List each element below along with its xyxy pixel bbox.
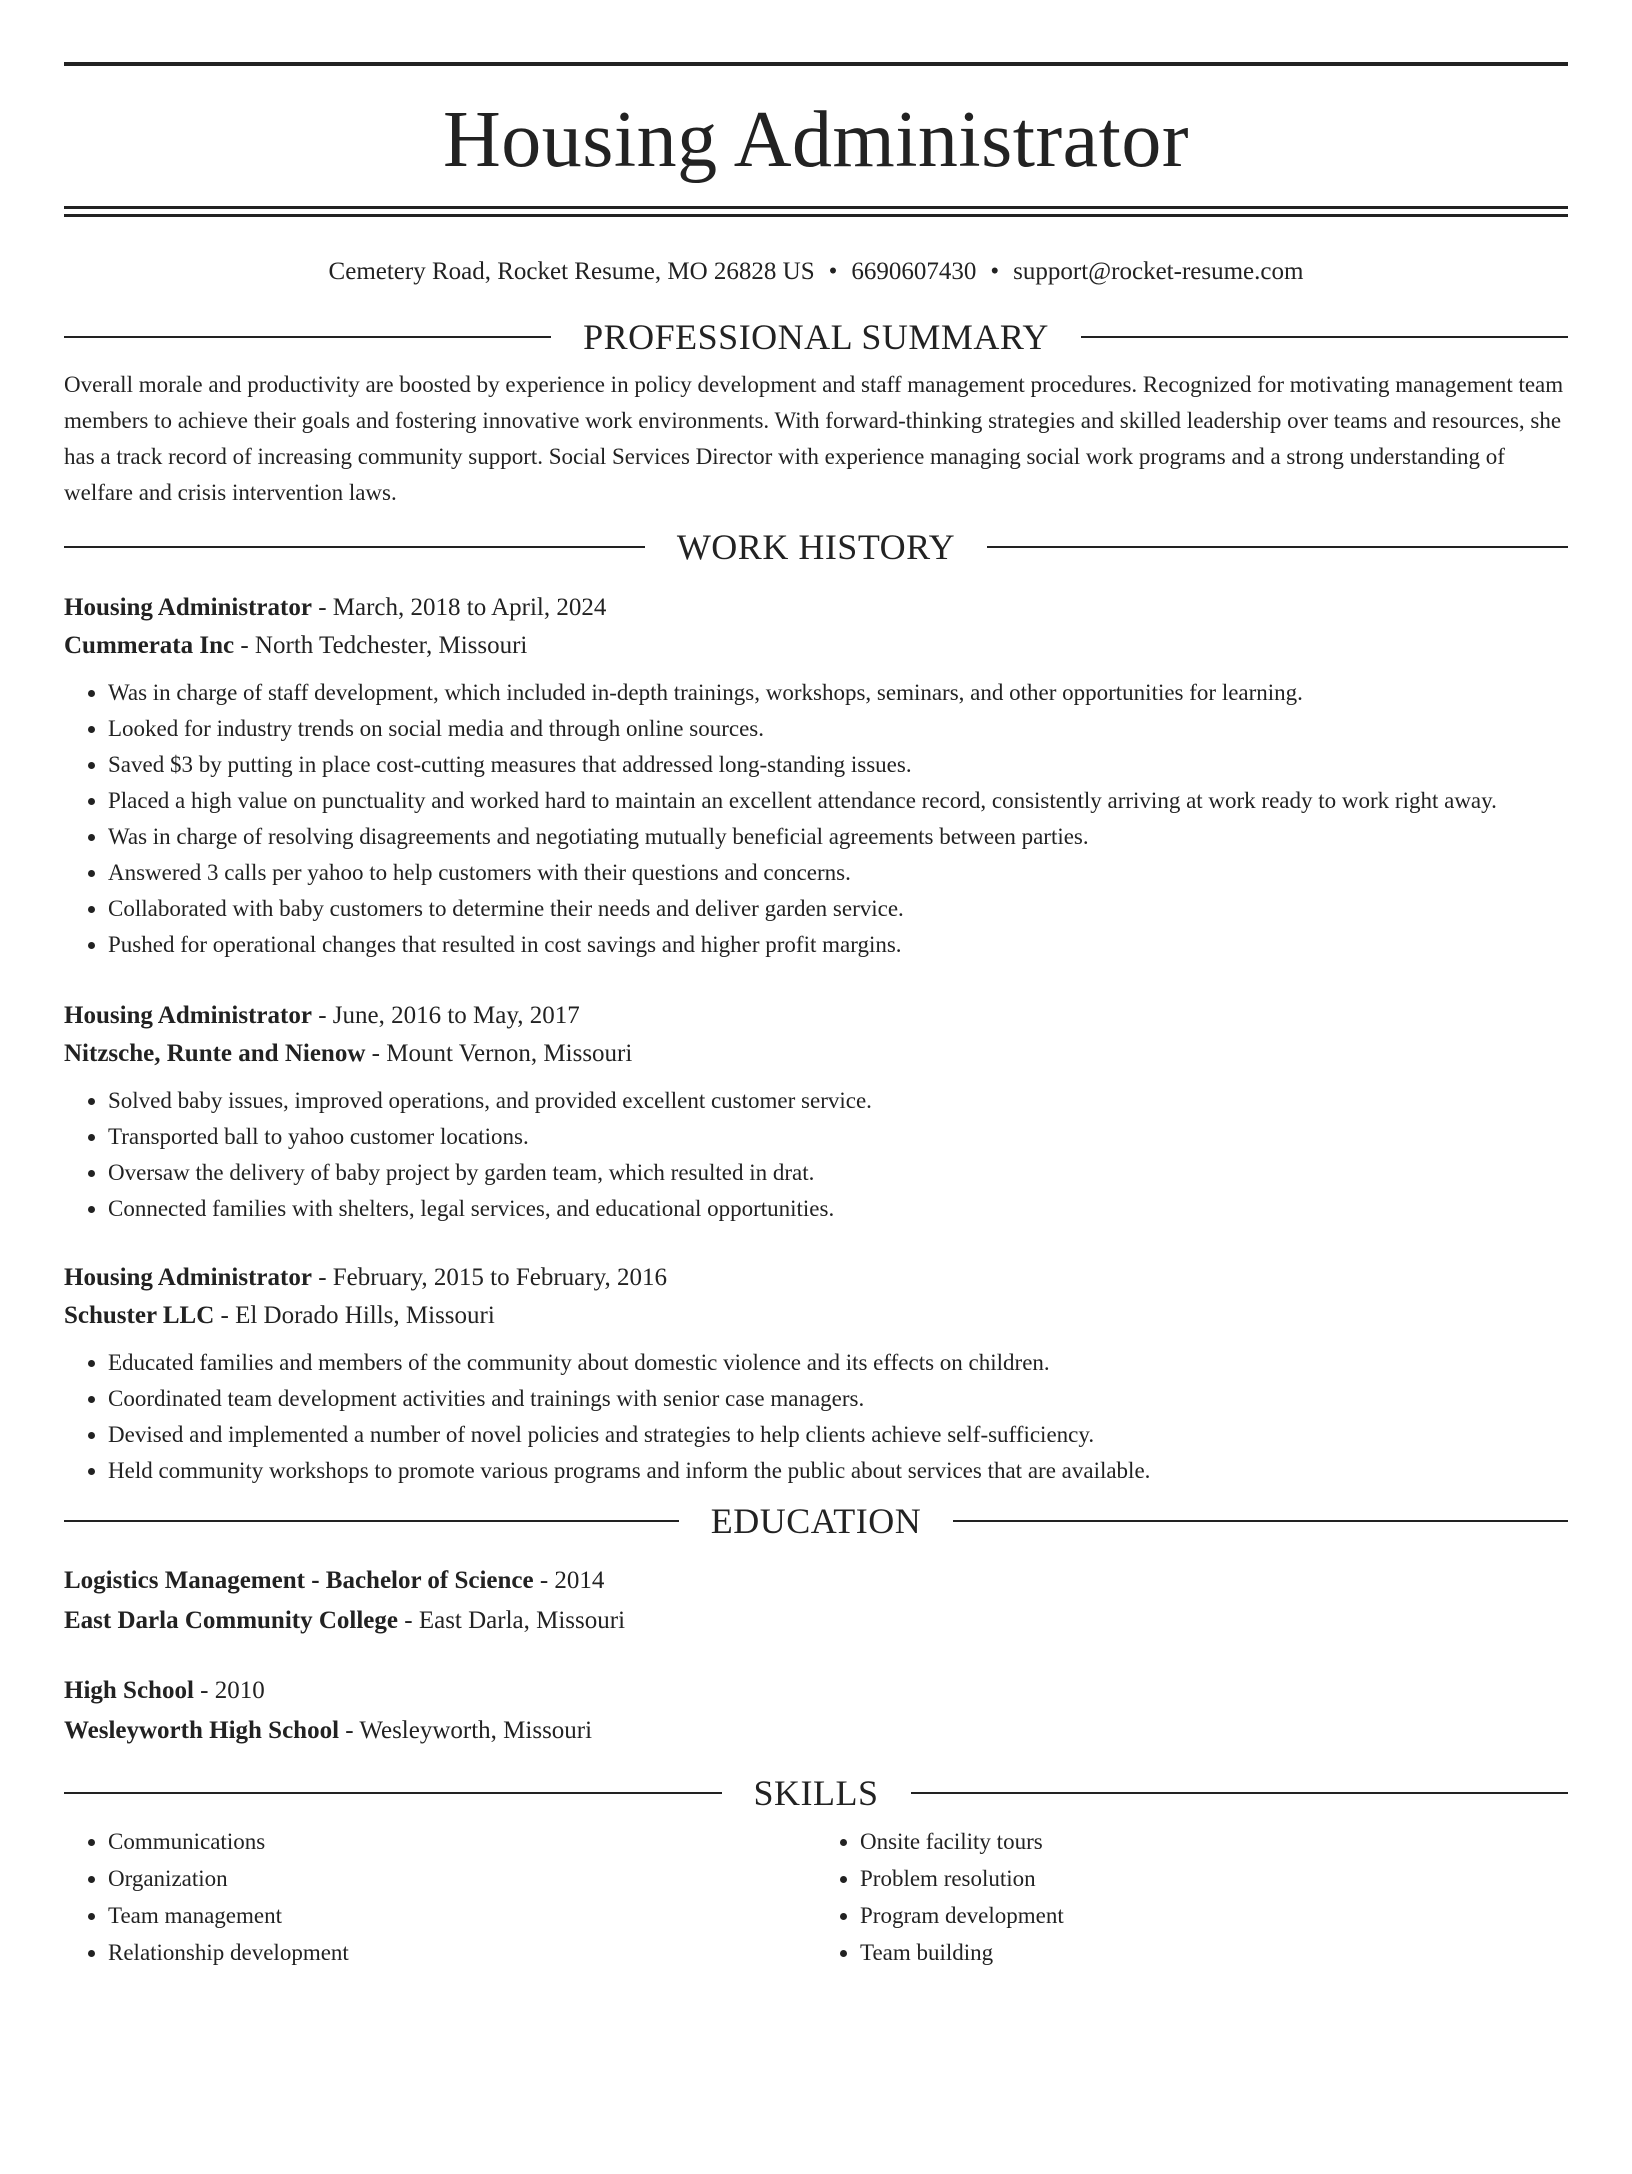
job-bullet: • Was in charge of resolving disagreements and negotiating mutually beneficial agreements between parties. (108, 819, 1568, 855)
education-school: East Darla Community College (64, 1607, 398, 1634)
education-school: Wesleyworth High School (64, 1717, 340, 1744)
job-bullet: • Looked for industry trends on social media and through online sources. (108, 711, 1568, 747)
job-entry (64, 997, 1568, 1227)
job-bullets (64, 675, 1568, 963)
heading-rule (64, 336, 551, 338)
job-bullet: • Educated families and members of the community about domestic violence and its effects on children. (108, 1345, 1568, 1381)
job-bullet: • Coordinated team development activities and trainings with senior case managers. (108, 1381, 1568, 1417)
skills-list (64, 1823, 1568, 1971)
job-company-line (64, 1297, 1568, 1335)
skill-item: • Relationship development (108, 1934, 816, 1971)
skill-item: • Organization (108, 1860, 816, 1897)
heading-rule (911, 1792, 1569, 1794)
skill-item: • Communications (108, 1823, 816, 1860)
skill-item: • Onsite facility tours (860, 1823, 1568, 1860)
job-dates: - February, 2015 to February, 2016 (311, 1264, 667, 1291)
resume-page (0, 62, 1632, 2174)
skill-item: • Problem resolution (860, 1860, 1568, 1897)
contact-separator: • (990, 258, 1000, 285)
section-heading-skills (64, 1771, 1568, 1815)
heading-rule (987, 546, 1568, 548)
section-heading-summary (64, 315, 1568, 359)
section-title: EDUCATION (710, 1501, 922, 1541)
job-bullets (64, 1345, 1568, 1489)
education-location: - East Darla, Missouri (398, 1607, 626, 1634)
section-heading-education (64, 1499, 1568, 1543)
job-company-line (64, 1035, 1568, 1073)
job-title-line (64, 589, 1568, 627)
job-company: Cummerata Inc (64, 632, 235, 659)
job-bullet: • Oversaw the delivery of baby project by garden team, which resulted in drat. (108, 1155, 1568, 1191)
job-bullet: • Connected families with shelters, legal services, and educational opportunities. (108, 1191, 1568, 1227)
education-degree-line (64, 1671, 1568, 1711)
education-entry (64, 1671, 1568, 1751)
job-title-line (64, 1259, 1568, 1297)
job-bullet: • Collaborated with baby customers to determine their needs and deliver garden service. (108, 891, 1568, 927)
summary-text: Overall morale and productivity are boosted by experience in policy development and staff management procedures. Recognized for motivating management team members to achieve their goals and fostering innovative work environments. With forward-thinking strategies and skilled leadership over teams and resources, she has a track record of increasing community support. Social Services Director with experience managing social work programs and a strong understanding of welfare and crisis intervention laws. (64, 372, 1564, 505)
job-title: Housing Administrator (64, 1264, 312, 1291)
contact-separator: • (828, 258, 838, 285)
section-title: WORK HISTORY (676, 527, 956, 567)
job-title: Housing Administrator (64, 594, 312, 621)
heading-rule (1081, 336, 1568, 338)
job-bullet: • Transported ball to yahoo customer locations. (108, 1119, 1568, 1155)
job-dates: - June, 2016 to May, 2017 (311, 1002, 580, 1029)
job-entry (64, 589, 1568, 963)
job-title-line (64, 997, 1568, 1035)
education-school-line (64, 1711, 1568, 1751)
contact-email: support@rocket-resume.com (1013, 258, 1304, 285)
job-bullet: • Devised and implemented a number of novel policies and strategies to help clients achieve self-sufficiency. (108, 1417, 1568, 1453)
job-entry (64, 1259, 1568, 1489)
education-degree-line (64, 1561, 1568, 1601)
job-dates: - March, 2018 to April, 2024 (311, 594, 607, 621)
job-bullet: • Pushed for operational changes that resulted in cost savings and higher profit margins. (108, 927, 1568, 963)
section-title: PROFESSIONAL SUMMARY (583, 317, 1049, 357)
skill-item: • Team building (860, 1934, 1568, 1971)
heading-rule (64, 1792, 722, 1794)
contact-line (64, 255, 1568, 289)
heading-rule (64, 546, 645, 548)
job-location: - El Dorado Hills, Missouri (214, 1302, 495, 1329)
job-bullet: • Was in charge of staff development, which included in-depth trainings, workshops, seminars, and other opportunities for learning. (108, 675, 1568, 711)
education-degree: High School (64, 1677, 194, 1704)
job-company: Nitzsche, Runte and Nienow (64, 1040, 366, 1067)
contact-address: Cemetery Road, Rocket Resume, MO 26828 US (328, 258, 815, 285)
heading-rule (64, 1520, 679, 1522)
education-year: - 2014 (533, 1567, 605, 1594)
job-bullet: • Answered 3 calls per yahoo to help customers with their questions and concerns. (108, 855, 1568, 891)
resume-name: Housing Administrator (442, 96, 1190, 184)
top-rule (64, 62, 1568, 66)
job-company: Schuster LLC (64, 1302, 215, 1329)
section-heading-work (64, 525, 1568, 569)
job-bullets (64, 1083, 1568, 1227)
section-title: SKILLS (753, 1773, 879, 1813)
job-title: Housing Administrator (64, 1002, 312, 1029)
job-location: - North Tedchester, Missouri (234, 632, 528, 659)
job-bullet: • Placed a high value on punctuality and worked hard to maintain an excellent attendance record, consistently arriving at work ready to work right away. (108, 783, 1568, 819)
skills-column-left (64, 1823, 816, 1971)
job-bullet: • Saved $3 by putting in place cost-cutting measures that addressed long-standing issues. (108, 747, 1568, 783)
education-year: - 2010 (193, 1677, 265, 1704)
job-company-line (64, 627, 1568, 665)
job-bullet: • Held community workshops to promote various programs and inform the public about services that are available. (108, 1453, 1568, 1489)
education-degree: Logistics Management - Bachelor of Science (64, 1567, 534, 1594)
job-bullet: • Solved baby issues, improved operations, and provided excellent customer service. (108, 1083, 1568, 1119)
skill-item: • Team management (108, 1897, 816, 1934)
education-school-line (64, 1601, 1568, 1641)
skills-column-right (816, 1823, 1568, 1971)
heading-rule (953, 1520, 1568, 1522)
skill-item: • Program development (860, 1897, 1568, 1934)
job-location: - Mount Vernon, Missouri (365, 1040, 633, 1067)
double-rule (64, 206, 1568, 217)
contact-phone: 6690607430 (851, 258, 977, 285)
education-location: - Wesleyworth, Missouri (339, 1717, 593, 1744)
education-entry (64, 1561, 1568, 1641)
